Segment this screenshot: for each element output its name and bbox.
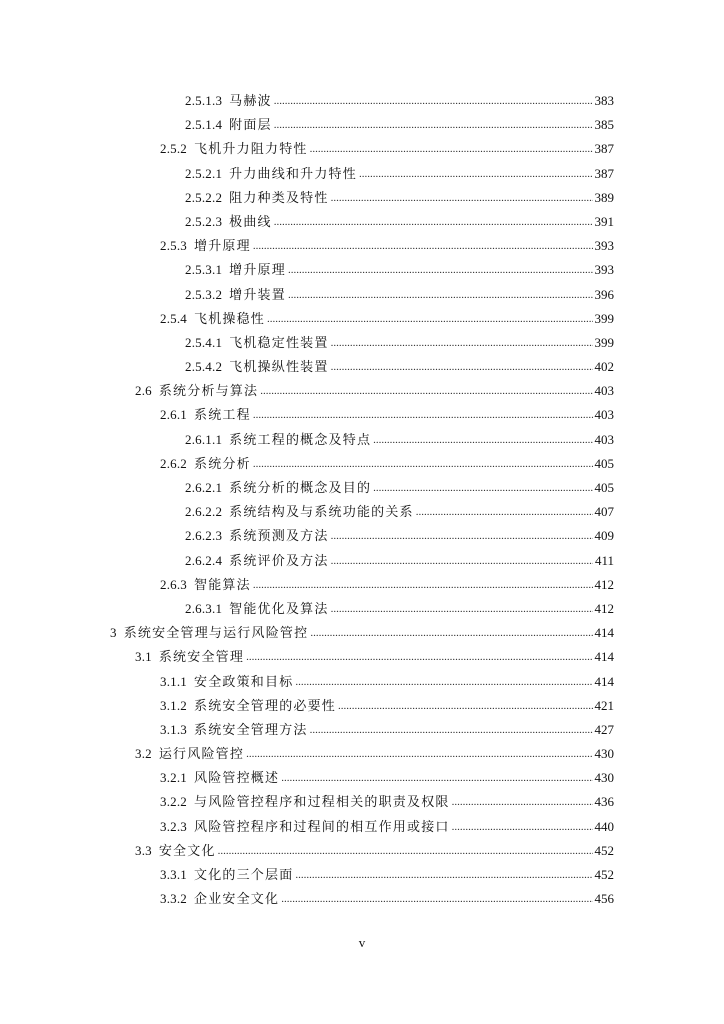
toc-dot-leader [359, 162, 593, 186]
toc-entry-title: 升力曲线和升力特性 [229, 166, 357, 182]
toc-entry[interactable] [0, 863, 724, 887]
toc-entry-number: 2.5.2.3 [185, 213, 223, 229]
toc-entry-title: 系统安全管理 [158, 650, 245, 666]
toc-dot-leader [253, 452, 593, 476]
toc-entry-page: 412 [594, 600, 614, 616]
toc-entry-page: 414 [594, 625, 614, 641]
toc-entry-page: 399 [594, 334, 614, 350]
toc-entry-number: 2.6.2.2 [185, 504, 223, 520]
toc-entry-page: 391 [594, 213, 614, 229]
toc-dot-leader [281, 766, 592, 790]
toc-entry-title: 增升原理 [229, 263, 286, 279]
toc-dot-leader [310, 718, 593, 742]
toc-entry[interactable] [0, 137, 724, 161]
toc-entry-number: 2.5.4.1 [185, 334, 223, 350]
toc-entry-number: 2.5.4.2 [185, 359, 223, 375]
toc-dot-leader [331, 186, 593, 210]
toc-entry-number: 2.6.1 [160, 407, 187, 423]
toc-entry-page: 403 [594, 383, 614, 399]
toc-entry[interactable] [0, 258, 724, 282]
toc-entry-number: 2.6.3 [160, 576, 187, 592]
toc-entry-number: 3.1.2 [160, 697, 187, 713]
toc-entry-title: 极曲线 [229, 214, 272, 230]
toc-entry[interactable] [0, 355, 724, 379]
toc-entry-number: 3.2.1 [160, 770, 187, 786]
toc-entry[interactable] [0, 307, 724, 331]
toc-entry-title: 文化的三个层面 [194, 868, 294, 883]
toc-entry-page: 412 [594, 576, 614, 592]
toc-entry-title: 与风险管控程序和过程相关的职责及权限 [194, 795, 450, 811]
toc-entry-title: 系统工程的概念及特点 [229, 432, 372, 448]
toc-entry[interactable] [0, 815, 724, 839]
toc-dot-leader [331, 549, 593, 573]
toc-entry-number: 2.6.3.1 [185, 600, 223, 616]
toc-entry[interactable] [0, 186, 724, 210]
toc-entry[interactable] [0, 500, 724, 524]
toc-entry-title: 智能算法 [194, 577, 251, 593]
toc-entry-page: 396 [594, 286, 614, 302]
toc-entry-page: 430 [594, 746, 614, 762]
toc-entry-page: 427 [594, 721, 614, 737]
toc-entry-title: 飞机稳定性装置 [229, 335, 329, 351]
toc-entry[interactable] [0, 645, 724, 669]
toc-dot-leader [331, 331, 593, 355]
toc-entry-number: 2.5.4 [160, 310, 187, 326]
toc-entry-title: 系统安全管理的必要性 [194, 698, 337, 714]
toc-dot-leader [331, 597, 593, 621]
toc-dot-leader [281, 887, 592, 911]
toc-entry-title: 增升原理 [194, 239, 251, 255]
toc-dot-leader [246, 645, 592, 669]
toc-entry-page: 387 [594, 141, 614, 157]
toc-dot-leader [331, 524, 593, 548]
toc-dot-leader [267, 307, 592, 331]
toc-entry-number: 2.6.2.4 [185, 552, 223, 568]
toc-entry-page: 430 [594, 770, 614, 786]
toc-entry-title: 阻力种类及特性 [229, 190, 329, 206]
toc-entry-title: 风险管控程序和过程间的相互作用或接口 [194, 819, 450, 835]
toc-entry-number: 3.1.3 [160, 721, 187, 737]
toc-entry-page: 383 [594, 93, 614, 108]
toc-dot-leader [253, 573, 593, 597]
toc-entry-page: 456 [594, 891, 614, 907]
toc-entry-page: 399 [594, 310, 614, 326]
toc-entry[interactable] [0, 524, 724, 548]
toc-entry-number: 2.5.2.1 [185, 165, 223, 181]
toc-entry-page: 393 [594, 238, 614, 254]
toc-entry-number: 2.5.3 [160, 238, 187, 254]
toc-entry-page: 409 [594, 528, 614, 544]
toc-entry[interactable] [0, 573, 724, 597]
toc-entry-page: 403 [594, 431, 614, 447]
toc-entry-number: 3.3 [135, 842, 152, 858]
toc-entry-page: 411 [594, 552, 614, 568]
toc-entry-number: 2.6.2 [160, 455, 187, 471]
toc-entry-number: 2.5.1.4 [185, 117, 223, 133]
toc-dot-leader [260, 379, 592, 403]
toc-dot-leader [310, 621, 592, 645]
toc-dot-leader [274, 210, 593, 234]
toc-entry[interactable] [0, 428, 724, 452]
toc-dot-leader [310, 137, 593, 161]
toc-entry-page: 414 [594, 673, 614, 689]
toc-entry-title: 马赫波 [229, 94, 272, 109]
toc-entry[interactable] [0, 379, 724, 403]
toc-entry-number: 3.1.1 [160, 673, 187, 689]
toc-dot-leader [295, 670, 592, 694]
toc-entry-page: 405 [594, 455, 614, 471]
toc-entry-title: 运行风险管控 [158, 747, 245, 763]
toc-dot-leader [338, 694, 592, 718]
toc-entry[interactable] [0, 113, 724, 137]
toc-entry-number: 2.5.1.3 [185, 93, 223, 108]
toc-entry[interactable] [0, 597, 724, 621]
toc-entry-page: 440 [594, 818, 614, 834]
toc-dot-leader [288, 258, 593, 282]
toc-entry-number: 2.6.1.1 [185, 431, 223, 447]
page-number: v [358, 935, 366, 950]
toc-entry-title: 智能优化及算法 [229, 601, 329, 617]
toc-entry-title: 系统预测及方法 [229, 529, 329, 545]
toc-dot-leader [373, 428, 592, 452]
toc-entry-number: 3.2.3 [160, 818, 187, 834]
toc-entry-number: 2.5.3.2 [185, 286, 223, 302]
toc-entry-title: 系统分析与算法 [158, 384, 259, 400]
toc-entry[interactable] [0, 331, 724, 355]
toc-entry-page: 405 [594, 480, 614, 495]
toc-entry-page: 385 [594, 117, 614, 133]
toc-entry-page: 407 [594, 504, 614, 520]
toc-entry-number: 3.1 [135, 649, 152, 665]
table-of-contents [0, 89, 724, 911]
toc-entry[interactable] [0, 766, 724, 790]
toc-entry-title: 飞机操稳性 [194, 311, 266, 327]
toc-dot-leader [452, 790, 593, 814]
toc-entry[interactable] [0, 476, 724, 500]
toc-dot-leader [246, 742, 592, 766]
toc-entry[interactable] [0, 234, 724, 258]
toc-entry-number: 2.5.2.2 [185, 189, 223, 205]
toc-entry[interactable] [0, 549, 724, 573]
toc-entry[interactable] [0, 162, 724, 186]
toc-dot-leader [253, 403, 593, 427]
toc-entry[interactable] [0, 694, 724, 718]
toc-entry[interactable] [0, 839, 724, 863]
toc-entry-title: 增升装置 [229, 287, 286, 303]
toc-entry-page: 421 [594, 697, 614, 713]
toc-entry[interactable] [0, 718, 724, 742]
toc-entry-page: 389 [594, 189, 614, 205]
toc-entry-number: 3.3.2 [160, 891, 187, 907]
toc-entry-title: 安全文化 [158, 843, 216, 859]
toc-entry-title: 安全政策和目标 [194, 674, 294, 690]
toc-entry-title: 系统安全管理与运行风险管控 [123, 626, 309, 642]
toc-entry-title: 系统结构及与系统功能的关系 [229, 505, 414, 521]
toc-entry-page: 393 [594, 262, 614, 278]
toc-dot-leader [331, 355, 593, 379]
toc-dot-leader [295, 863, 592, 887]
toc-dot-leader [274, 89, 593, 113]
toc-entry-number: 2.5.2 [160, 141, 187, 157]
toc-entry[interactable] [0, 283, 724, 307]
toc-entry[interactable] [0, 887, 724, 911]
toc-dot-leader [452, 815, 593, 839]
toc-entry-title: 风险管控概述 [194, 771, 280, 787]
toc-entry-number: 2.5.3.1 [185, 262, 223, 278]
toc-entry-number: 2.6 [135, 383, 152, 399]
toc-entry-title: 企业安全文化 [194, 892, 280, 908]
toc-entry-page: 387 [594, 165, 614, 181]
toc-entry[interactable] [0, 403, 724, 427]
toc-entry[interactable] [0, 621, 724, 645]
toc-dot-leader [288, 283, 593, 307]
toc-entry-title: 系统评价及方法 [229, 553, 329, 569]
toc-entry-title: 系统工程 [194, 408, 251, 424]
toc-entry[interactable] [0, 210, 724, 234]
toc-entry-page: 452 [594, 867, 614, 882]
toc-dot-leader [218, 839, 593, 863]
toc-entry-number: 3.2 [135, 746, 152, 762]
toc-entry-number: 3.3.1 [160, 867, 187, 882]
toc-entry-title: 飞机升力阻力特性 [194, 142, 308, 158]
toc-entry-number: 3 [110, 625, 117, 641]
toc-entry-number: 2.6.2.1 [185, 480, 223, 495]
toc-dot-leader [373, 476, 592, 500]
toc-entry-page: 452 [594, 842, 614, 858]
toc-entry-number: 2.6.2.3 [185, 528, 223, 544]
toc-entry[interactable] [0, 89, 724, 113]
toc-entry-page: 436 [594, 794, 614, 810]
toc-dot-leader [274, 113, 593, 137]
toc-entry-page: 403 [594, 407, 614, 423]
toc-entry[interactable] [0, 452, 724, 476]
toc-entry[interactable] [0, 670, 724, 694]
toc-entry-title: 系统安全管理方法 [194, 722, 308, 738]
toc-entry-page: 414 [594, 649, 614, 665]
toc-entry-title: 飞机操纵性装置 [229, 360, 329, 376]
toc-entry[interactable] [0, 742, 724, 766]
toc-entry-page: 402 [594, 359, 614, 375]
toc-entry-title: 系统分析 [194, 456, 251, 472]
toc-dot-leader [416, 500, 593, 524]
toc-entry[interactable] [0, 790, 724, 814]
toc-entry-title: 附面层 [229, 118, 272, 134]
toc-dot-leader [253, 234, 593, 258]
toc-entry-number: 3.2.2 [160, 794, 187, 810]
toc-entry-title: 系统分析的概念及目的 [229, 481, 372, 496]
